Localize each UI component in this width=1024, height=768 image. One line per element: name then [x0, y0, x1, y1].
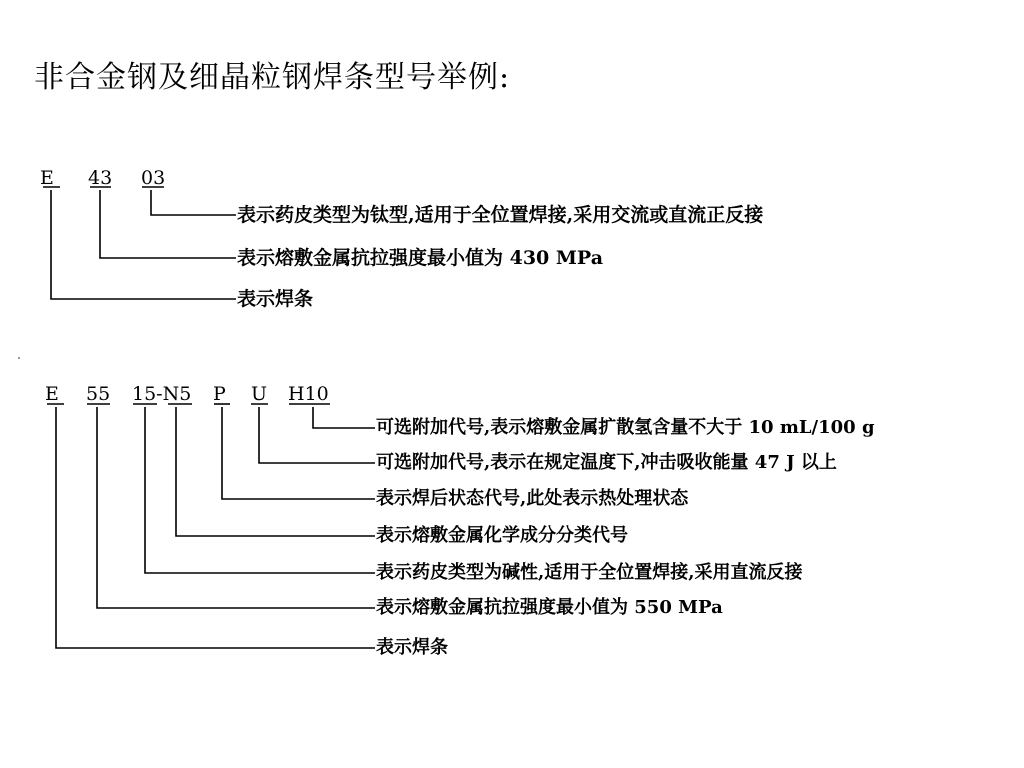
code-e: E: [45, 383, 59, 405]
leader-postweld: [222, 407, 375, 499]
code-strength: 55: [86, 383, 111, 405]
desc-chem: 表示熔敷金属化学成分分类代号: [376, 525, 628, 546]
code-strength: 43: [88, 167, 113, 189]
desc-strength: 表示熔敷金属抗拉强度最小值为 430 MPa: [237, 247, 604, 269]
leader-chem: [176, 407, 375, 536]
leader-coating: [145, 407, 375, 573]
leader-e: [56, 407, 375, 648]
desc-impact: 可选附加代号,表示在规定温度下,冲击吸收能量 47 J 以上: [376, 452, 837, 473]
leader-impact: [259, 407, 375, 463]
code-postweld: P: [213, 383, 226, 405]
code-e: E: [40, 167, 54, 189]
desc-coating: 表示药皮类型为钛型,适用于全位置焊接,采用交流或直流正反接: [237, 204, 764, 226]
code-hydrogen: H10: [288, 383, 329, 405]
code-impact: U: [251, 383, 268, 405]
desc-strength: 表示熔敷金属抗拉强度最小值为 550 MPa: [376, 597, 723, 618]
desc-hydrogen: 可选附加代号,表示熔敷金属扩散氢含量不大于 10 mL/100 g: [376, 417, 875, 438]
desc-postweld: 表示焊后状态代号,此处表示热处理状态: [376, 488, 689, 509]
code-coating-chem: 15-N5: [132, 383, 192, 405]
desc-electrode: 表示焊条: [237, 288, 314, 310]
code-coating: 03: [141, 167, 166, 189]
leader-strength: [97, 407, 375, 608]
leader-hydrogen: [313, 407, 375, 428]
desc-electrode: 表示焊条: [376, 637, 448, 658]
desc-coating: 表示药皮类型为碱性,适用于全位置焊接,采用直流反接: [376, 562, 803, 583]
page-title: 非合金钢及细晶粒钢焊条型号举例:: [34, 60, 511, 95]
